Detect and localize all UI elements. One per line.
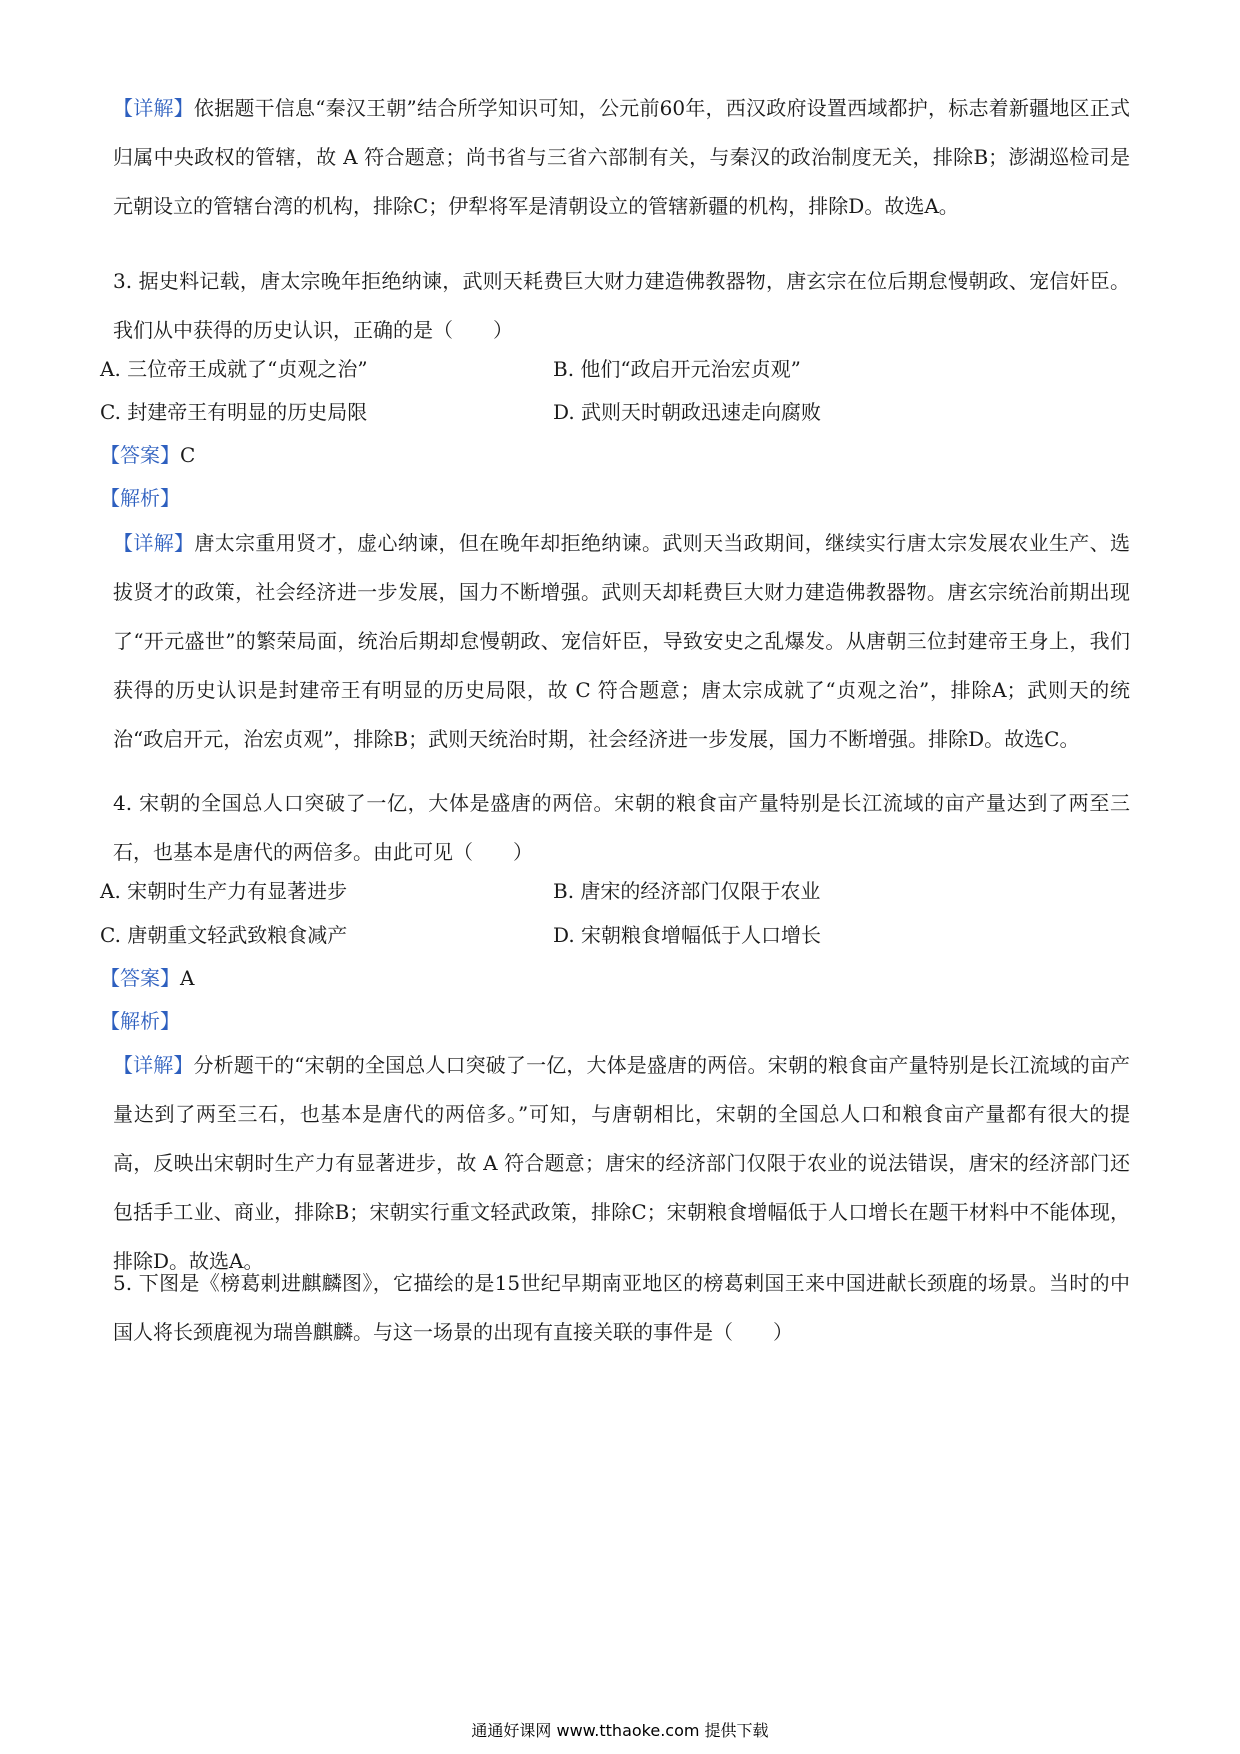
answer-tag: 【答案】: [100, 966, 180, 990]
q4-detail: [113, 1041, 1130, 1286]
q3-detail: [113, 519, 1130, 764]
q4-detail-text: 分析题干的“宋朝的全国总人口突破了一亿，大体是盛唐的两倍。宋朝的粮食亩产量特别是长江流域的亩产量达到了两至三石，也基本是唐代的两倍多。”可知，与唐朝相比，宋朝的全国总人口和粮食亩产量都有很大的提高，反映出宋朝时生产力有显著进步，故 A 符合题意；唐宋的经济部门仅限于农业的说法错误，唐宋的经济部门还包括手工业、商业，排除B；宋朝实行重文轻武政策，排除C；宋朝粮食增幅低于人口增长在题干材料中不能体现，排除D。故选A。: [113, 1053, 1130, 1273]
q4-option-c: C. 唐朝重文轻武致粮食减产: [100, 923, 348, 947]
q3-option-b: B. 他们“政启开元治宏贞观”: [553, 357, 801, 381]
q2-detail-text: 依据题干信息“秦汉王朝”结合所学知识可知，公元前60年，西汉政府设置西域都护，标志着新疆地区正式归属中央政权的管辖，故 A 符合题意；尚书省与三省六部制有关，与秦汉的政治制度无关，排除B；澎湖巡检司是元朝设立的管辖台湾的机构，排除C；伊犁将军是清朝设立的管辖新疆的机构，排除D。故选A。: [113, 96, 1130, 218]
footer-watermark: 通通好课网 www.tthaoke.com 提供下载: [471, 1721, 769, 1740]
q3-analysis-heading: [100, 474, 180, 523]
detail-tag: 【详解】: [113, 1053, 194, 1077]
q4-analysis-heading: [100, 997, 180, 1046]
detail-tag: 【详解】: [113, 96, 194, 120]
q4-stem: 4. 宋朝的全国总人口突破了一亿，大体是盛唐的两倍。宋朝的粮食亩产量特别是长江流域的亩产量达到了两至三石，也基本是唐代的两倍多。由此可见（ ）: [113, 791, 1130, 864]
detail-tag: 【详解】: [113, 531, 195, 555]
q4-option-b: B. 唐宋的经济部门仅限于农业: [553, 879, 821, 903]
q5-stem: 5. 下图是《榜葛剌进麒麟图》，它描绘的是15世纪早期南亚地区的榜葛剌国王来中国进献长颈鹿的场景。当时的中国人将长颈鹿视为瑞兽麒麟。与这一场景的出现有直接关联的事件是（ ）: [113, 1271, 1130, 1344]
q3-answer: [100, 431, 195, 480]
q4-answer-value: A: [180, 966, 195, 990]
q3-detail-text: 唐太宗重用贤才，虚心纳谏，但在晚年却拒绝纳谏。武则天当政期间，继续实行唐太宗发展农业生产、选拔贤才的政策，社会经济进一步发展，国力不断增强。武则天却耗费巨大财力建造佛教器物。唐玄宗统治前期出现了“开元盛世”的繁荣局面，统治后期却怠慢朝政、宠信奸臣，导致安史之乱爆发。从唐朝三位封建帝王身上，我们获得的历史认识是封建帝王有明显的历史局限，故 C 符合题意；唐太宗成就了“贞观之治”，排除A；武则天的统治“政启开元，治宏贞观”，排除B；武则天统治时期，社会经济进一步发展，国力不断增强。排除D。故选C。: [113, 531, 1131, 751]
q3-option-d: D. 武则天时朝政迅速走向腐败: [553, 400, 822, 424]
q4-option-d: D. 宋朝粮食增幅低于人口增长: [553, 923, 822, 947]
q3-stem: 3. 据史料记载，唐太宗晚年拒绝纳谏，武则天耗费巨大财力建造佛教器物，唐玄宗在位后期怠慢朝政、宠信奸臣。我们从中获得的历史认识，正确的是（ ）: [113, 269, 1130, 342]
q3-option-a: A. 三位帝王成就了“贞观之治”: [100, 357, 368, 381]
answer-tag: 【答案】: [100, 443, 180, 467]
analysis-tag: 【解析】: [100, 486, 180, 510]
q4-answer: [100, 954, 194, 1003]
analysis-tag: 【解析】: [100, 1009, 180, 1033]
q2-detail: [113, 84, 1130, 231]
q4-option-a: A. 宋朝时生产力有显著进步: [100, 879, 348, 903]
q3-option-c: C. 封建帝王有明显的历史局限: [100, 400, 368, 424]
q3-answer-value: C: [180, 443, 196, 467]
